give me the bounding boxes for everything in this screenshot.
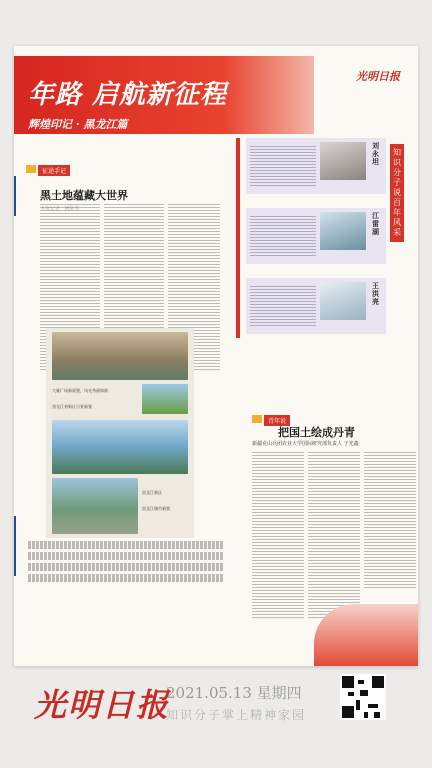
person-card xyxy=(246,138,386,194)
section-tag: 征途手记 xyxy=(38,165,70,176)
newspaper-page xyxy=(14,46,418,666)
qr-code[interactable] xyxy=(340,674,386,720)
banner-title: 年路 启航新征程 xyxy=(28,80,228,110)
text-column xyxy=(308,450,360,620)
text-column xyxy=(364,450,416,590)
photo-caption: 大雁广场新面貌，风光秀丽如画 xyxy=(52,388,108,393)
slogan: 知识分子掌上精神家园 xyxy=(166,708,307,722)
list-item xyxy=(28,574,224,582)
person-card xyxy=(246,208,386,264)
person-name: 刘永坦 xyxy=(372,141,379,166)
photo-caption: 黑龙江新区 xyxy=(142,490,162,495)
newspaper-logo: 光明日报 xyxy=(34,686,171,724)
text-column xyxy=(252,450,304,620)
person-card xyxy=(246,278,386,334)
photo-caption: 黑龙江省新区日景新貌 xyxy=(52,404,92,409)
divider-bar xyxy=(236,138,240,338)
intellectuals-panel xyxy=(246,138,402,338)
great-wall-graphic xyxy=(314,604,418,666)
header-banner xyxy=(14,56,314,134)
list-item xyxy=(28,552,224,560)
photo-caption: 黑龙江城市新貌 xyxy=(142,506,170,511)
list-item xyxy=(28,563,224,571)
person-text xyxy=(250,284,316,328)
list-item xyxy=(28,541,224,549)
portrait-photo xyxy=(320,282,366,320)
newspaper-logo-small: 光明日报 xyxy=(356,70,400,83)
article-title: 把国土绘成丹青 xyxy=(278,426,355,439)
tag-icon xyxy=(26,165,36,173)
vertical-column-title: 知识分子说百年风采 xyxy=(390,144,404,242)
river-photo xyxy=(52,420,188,474)
person-name: 王洪亮 xyxy=(372,281,379,306)
right-section-tag: 青年说 xyxy=(252,408,290,427)
article-title: 黑土地蕴藏大世界 xyxy=(40,189,128,202)
portrait-photo xyxy=(320,142,366,180)
tag-icon xyxy=(252,415,262,423)
page-edge-mark xyxy=(14,516,16,576)
photo-gallery xyxy=(46,328,194,538)
city-photo xyxy=(52,332,188,380)
banner-subtitle: 辉煌印记 · 黑龙江篇 xyxy=(28,118,128,131)
person-text xyxy=(250,214,316,258)
park-photo xyxy=(142,384,188,414)
issue-date: 2021.05.13 星期四 xyxy=(166,684,302,702)
page-edge-mark xyxy=(14,176,16,216)
bottom-left-list xyxy=(28,538,224,594)
person-text xyxy=(250,144,316,188)
aerial-photo xyxy=(52,478,138,534)
portrait-photo xyxy=(320,212,366,250)
article-byline: 新疆克山兵团农业大学国际研究部负责人 于光鑫 xyxy=(252,441,359,447)
person-name: 江雷湖 xyxy=(372,211,379,236)
